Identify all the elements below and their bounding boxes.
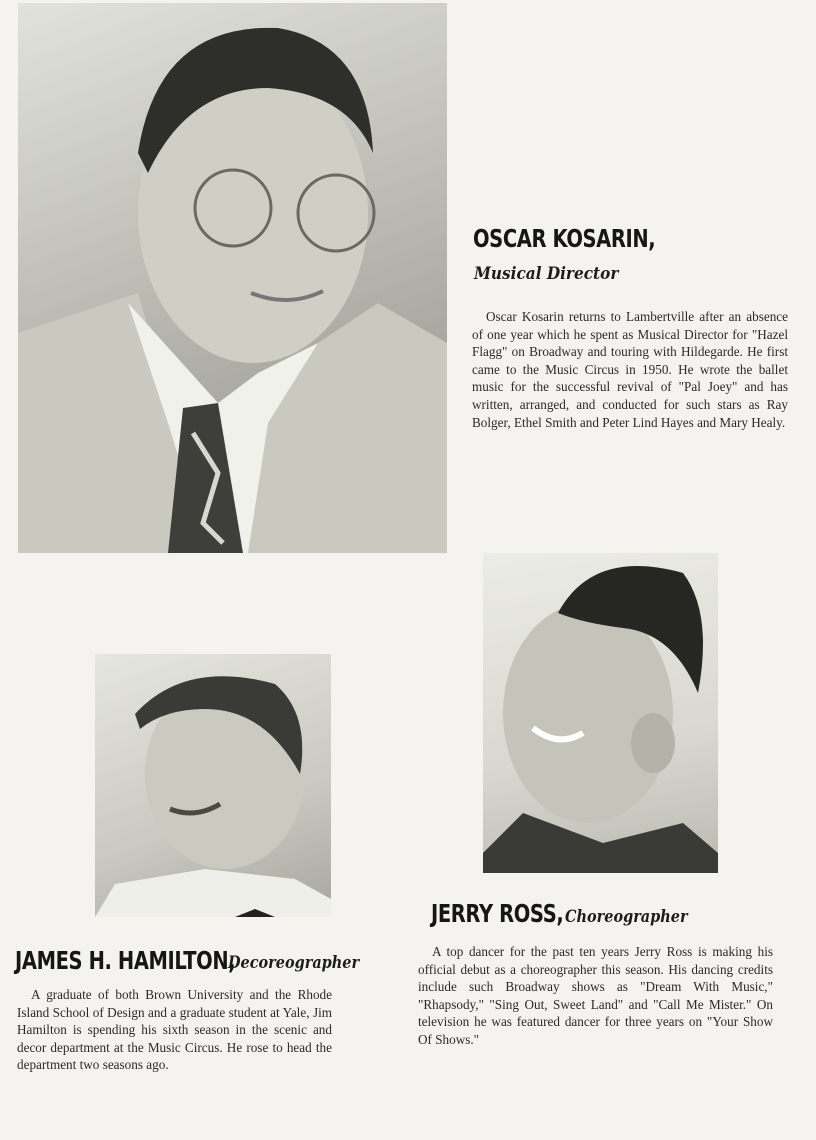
oscar-kosarin-name: OSCAR KOSARIN,	[473, 224, 656, 253]
james-hamilton-role: Decoreographer	[228, 953, 360, 973]
james-hamilton-photo	[95, 654, 331, 917]
oscar-kosarin-bio-paragraph: Oscar Kosarin returns to Lambertville after an absence of one year which he spent as Musical Director for "Hazel Flagg" on Broadway and touring with Hildegarde. He first came to the Music Circus in 1950. He wrote the ballet music for the successful revival of "Pal Joey" and has written, arranged, and conducted for such stars as Ray Bolger, Ethel Smith and Peter Lind Hayes and Mary Healy.	[472, 309, 788, 430]
james-hamilton-bio-paragraph: A graduate of both Brown University and the Rhode Island School of Design and a graduate student at Yale, Jim Hamilton is spending his sixth season in the scenic and decor department at the Music Circus. He rose to head the department two seasons ago.	[17, 987, 332, 1073]
jerry-ross-photo	[483, 553, 718, 873]
james-hamilton-bio	[17, 986, 332, 1074]
oscar-kosarin-role: Musical Director	[474, 264, 619, 284]
oscar-kosarin-photo	[18, 3, 447, 553]
jerry-ross-name: JERRY ROSS,	[431, 899, 564, 928]
james-hamilton-name: JAMES H. HAMILTON,	[15, 946, 236, 975]
jerry-ross-role: Choreographer	[565, 907, 688, 927]
oscar-kosarin-bio	[472, 308, 788, 431]
jerry-ross-bio	[418, 943, 773, 1049]
jerry-ross-bio-paragraph: A top dancer for the past ten years Jerry Ross is making his official debut as a choreographer this season. His dancing credits include such Broadway shows as "Dream With Music," "Rhapsody," "Sing Out, Sweet Land" and "Call Me Mister." On television he was featured dancer for three years on "Your Show Of Shows."	[418, 944, 773, 1047]
